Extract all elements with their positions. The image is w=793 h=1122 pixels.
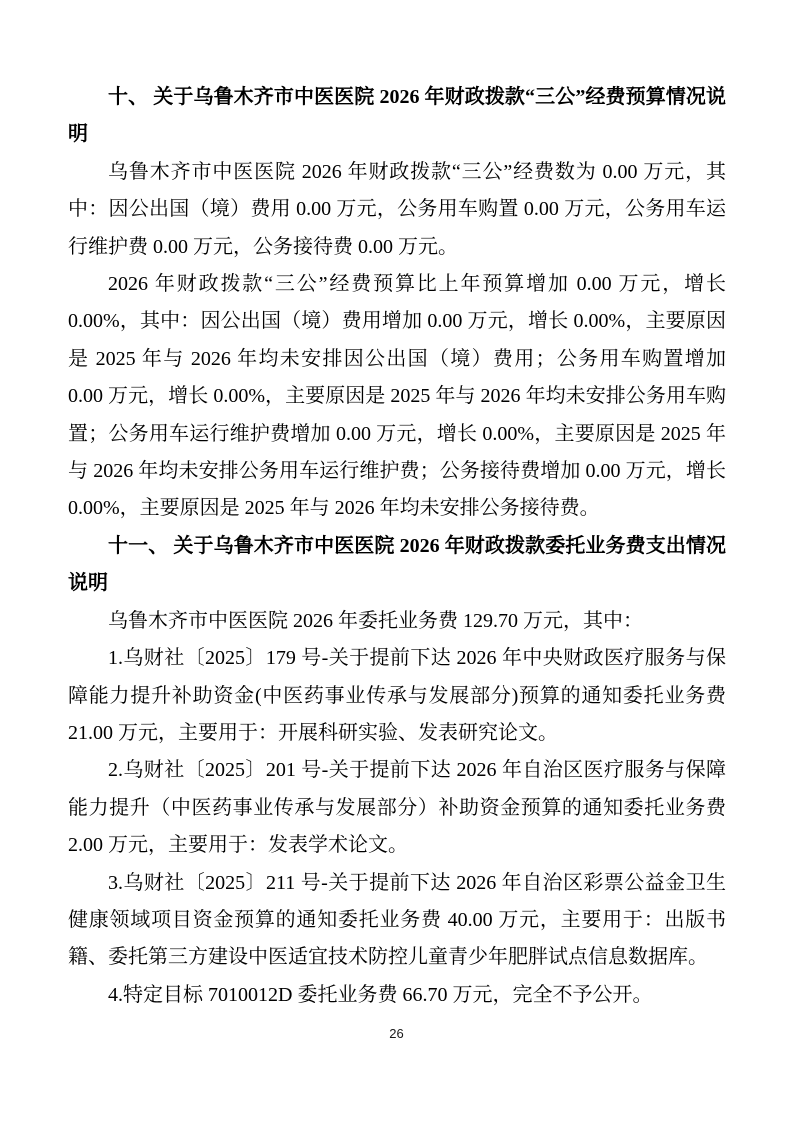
paragraph-entrusted-item-3: 3.乌财社〔2025〕211 号-关于提前下达 2026 年自治区彩票公益金卫生健康领域项目资金预算的通知委托业务费 40.00 万元，主要用于：出版书籍、委托第三方建设中医适宜技术防控儿童青少年肥胖试点信息数据库。 [68,871,726,969]
paragraph-entrusted-item-1: 1.乌财社〔2025〕179 号-关于提前下达 2026 年中央财政医疗服务与保障能力提升补助资金(中医药事业传承与发展部分)预算的通知委托业务费 21.00 万元，主要用于：开展科研实验、发表研究论文。 [68,647,726,744]
section-heading-11: 十一、 关于乌鲁木齐市中医医院 2026 年财政拨款委托业务费支出情况说明 [68,534,726,595]
page-number: 26 [389,1026,404,1041]
paragraph-entrusted-item-4: 4.特定目标 7010012D 委托业务费 66.70 万元，完全不予公开。 [108,983,653,1006]
paragraph-three-public-total: 乌鲁木齐市中医医院 2026 年财政拨款“三公”经费数为 0.00 万元，其中：因公出国（境）费用 0.00 万元，公务用车购置 0.00 万元，公务用车运行维护费 0.00 万元，公务接待费 0.00 万元。 [68,160,726,258]
paragraph-three-public-change: 2026 年财政拨款“三公”经费预算比上年预算增加 0.00 万元，增长 0.00%，其中：因公出国（境）费用增加 0.00 万元，增长 0.00%，主要原因是 2025 年与 2026 年均未安排因公出国（境）费用；公务用车购置增加 0.00 万元，增长 0.00%，主要原因是 2025 年与 2026 年均未安排公务用车购置；公务用车运行维护费增加 0.00 万元，增长 0.00%，主要原因是 2025 年与 2026 年均未安排公务用车运行维护费；公务接待费增加 0.00 万元，增长 0.00%，主要原因是 2025 年与 2026 年均未安排公务接待费。 [68,273,726,520]
paragraph-entrusted-total: 乌鲁木齐市中医医院 2026 年委托业务费 129.70 万元，其中： [108,609,643,632]
paragraph-entrusted-item-2: 2.乌财社〔2025〕201 号-关于提前下达 2026 年自治区医疗服务与保障能力提升（中医药事业传承与发展部分）补助资金预算的通知委托业务费 2.00 万元，主要用于：发表学术论文。 [68,759,726,857]
section-heading-10: 十、 关于乌鲁木齐市中医医院 2026 年财政拨款“三公”经费预算情况说明 [68,86,726,146]
document-body [68,79,726,1014]
